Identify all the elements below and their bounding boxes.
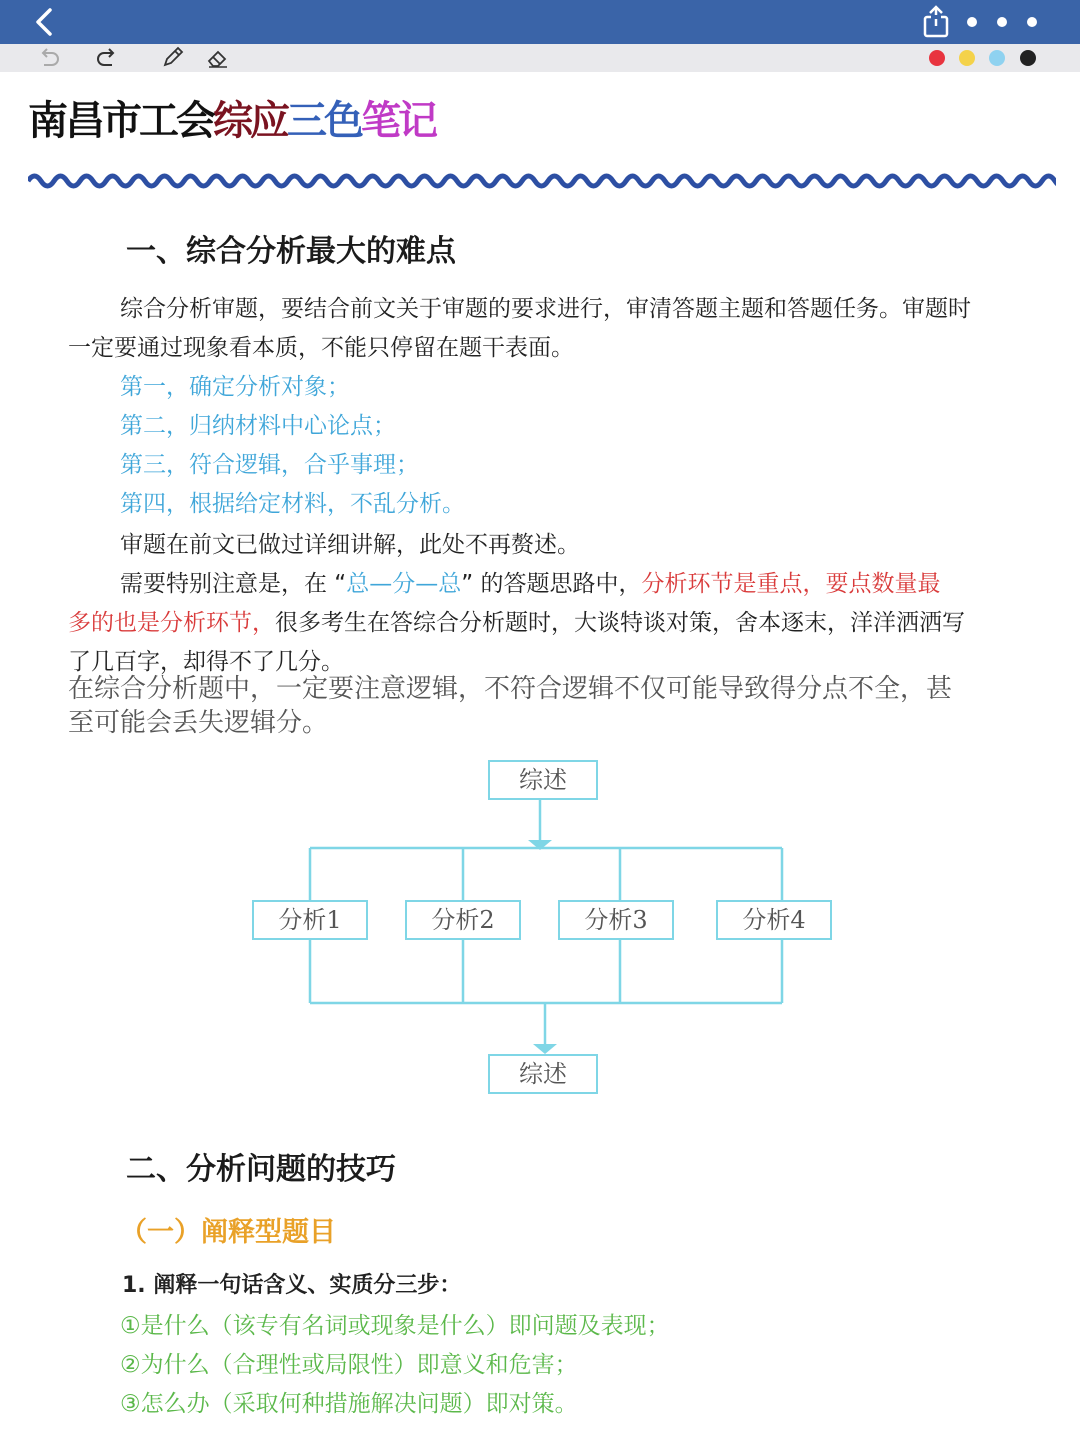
para3-text-a: 需要特别注意是，在 “: [120, 571, 347, 597]
flowchart-summary-bottom: 综述: [488, 1054, 598, 1094]
step-3: ③怎么办（采取何种措施解决问题）即对策。: [120, 1391, 578, 1417]
section2-subheading: （一）阐释型题目: [120, 1217, 336, 1248]
section2-item-title: 1. 阐释一句话含义、实质分三步：: [122, 1273, 462, 1298]
paragraph-3-line-2: [68, 604, 965, 643]
color-swatch-black[interactable]: [1020, 50, 1036, 66]
section1-heading: 一、综合分析最大的难点: [126, 234, 456, 269]
para3-text-c: ” 的答题思路中，: [461, 571, 642, 597]
step-1: ①是什么（该专有名词或现象是什么）即问题及表现；: [120, 1313, 670, 1339]
para3-text-f: 很多考生在答综合分析题时，大谈特谈对策，舍本逐末，洋洋洒洒写: [275, 610, 965, 636]
title-part-black: 南昌市工会: [28, 98, 213, 144]
step-2: ②为什么（合理性或局限性）即意义和危害；: [120, 1352, 578, 1378]
flowchart-analysis-3: 分析3: [558, 900, 674, 940]
para3-highlight-structure: 总—分—总: [346, 571, 462, 597]
flowchart-summary-top: 综述: [488, 760, 598, 800]
title-part-magenta: 笔记: [361, 98, 435, 144]
section2-heading: 二、分析问题的技巧: [126, 1152, 396, 1187]
color-swatch-light-blue[interactable]: [989, 50, 1005, 66]
para3-highlight-red-1: 分析环节是重点，要点数量最: [641, 571, 941, 597]
color-swatch-yellow[interactable]: [959, 50, 975, 66]
title-part-blue: 三色: [287, 98, 361, 144]
paragraph-3-line-1: [120, 565, 940, 604]
title-wavy-underline: [28, 168, 1056, 194]
back-arrow-icon[interactable]: [28, 4, 64, 40]
point-1: 第一，确定分析对象；: [120, 374, 350, 400]
title-part-maroon: 综应: [213, 98, 287, 144]
serif-paragraph-line-1: 在综合分析题中，一定要注意逻辑，不符合逻辑不仅可能导致得分点不全，甚: [68, 674, 953, 704]
para3-highlight-red-2: 多的也是分析环节，: [68, 610, 275, 636]
point-2: 第二，归纳材料中心论点；: [120, 413, 396, 439]
flowchart-analysis-2: 分析2: [405, 900, 521, 940]
paragraph-1-line-1: 综合分析审题，要结合前文关于审题的要求进行，审清答题主题和答题任务。审题时: [120, 296, 971, 322]
color-swatch-red[interactable]: [929, 50, 945, 66]
point-4: 第四，根据给定材料，不乱分析。: [120, 491, 465, 517]
flowchart-analysis-1: 分析1: [252, 900, 368, 940]
paragraph-1-line-2: 一定要通过现象看本质，不能只停留在题干表面。: [68, 335, 574, 361]
paragraph-2: 审题在前文已做过详细讲解，此处不再赘述。: [120, 532, 580, 558]
top-nav-bar: [0, 0, 1080, 44]
paragraph-3-line-3: 了几百字，却得不了几分。: [68, 649, 344, 675]
share-icon[interactable]: [918, 4, 954, 40]
point-3: 第三，符合逻辑，合乎事理；: [120, 452, 419, 478]
serif-paragraph-line-2: 至可能会丢失逻辑分。: [68, 708, 329, 738]
flowchart-analysis-4: 分析4: [716, 900, 832, 940]
more-options-icon[interactable]: [962, 10, 1052, 34]
page-title: [28, 66, 1068, 176]
